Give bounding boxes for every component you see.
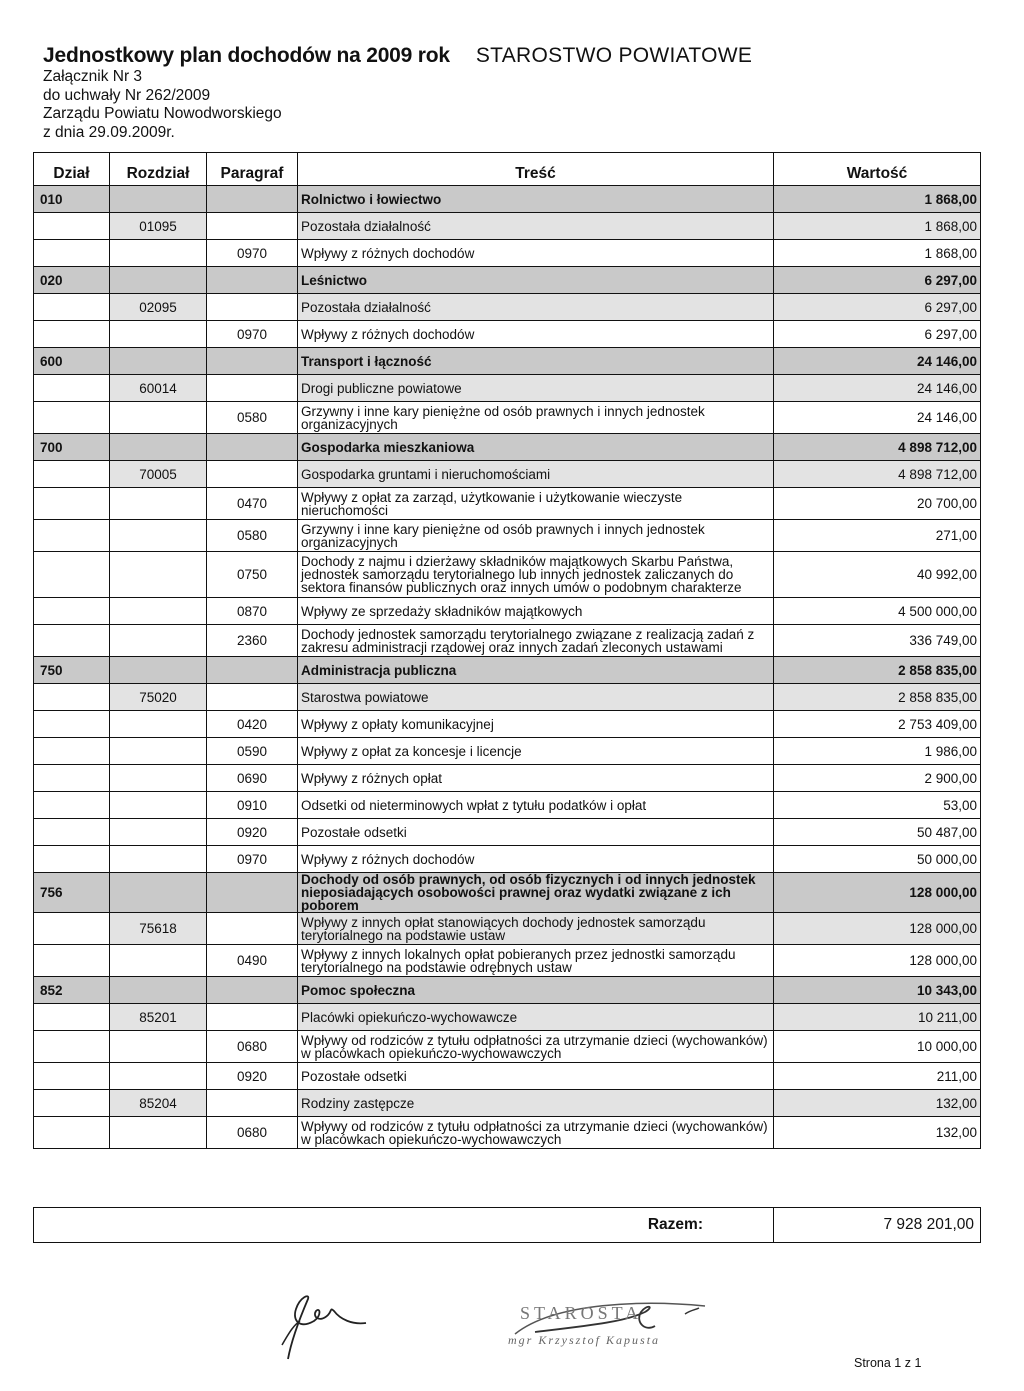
cell-dzial <box>34 913 110 945</box>
header-rozdzial: Rozdział <box>110 153 207 186</box>
cell-rozdzial <box>110 348 207 375</box>
cell-paragraf: 0420 <box>207 711 298 738</box>
cell-rozdzial <box>110 819 207 846</box>
cell-dzial <box>34 1063 110 1090</box>
cell-dzial <box>34 792 110 819</box>
cell-tresc: Gospodarka mieszkaniowa <box>298 434 774 461</box>
stamp-signer: mgr Krzysztof Kapusta <box>508 1333 661 1347</box>
table-row <box>34 321 981 348</box>
income-plan-table <box>33 152 981 1149</box>
cell-rozdzial: 02095 <box>110 294 207 321</box>
table-row <box>34 598 981 625</box>
cell-wartosc: 24 146,00 <box>774 402 981 434</box>
cell-rozdzial: 01095 <box>110 213 207 240</box>
page-number: Strona 1 z 1 <box>854 1356 922 1370</box>
cell-rozdzial <box>110 625 207 657</box>
cell-paragraf: 0750 <box>207 552 298 598</box>
cell-paragraf: 0580 <box>207 402 298 434</box>
cell-wartosc: 128 000,00 <box>774 873 981 913</box>
cell-rozdzial <box>110 321 207 348</box>
cell-paragraf: 0580 <box>207 520 298 552</box>
header-tresc: Treść <box>298 153 774 186</box>
table-row <box>34 240 981 267</box>
title-line <box>43 44 1003 68</box>
cell-paragraf: 0870 <box>207 598 298 625</box>
cell-wartosc: 24 146,00 <box>774 375 981 402</box>
cell-dzial: 756 <box>34 873 110 913</box>
cell-rozdzial <box>110 267 207 294</box>
cell-dzial <box>34 1031 110 1063</box>
cell-rozdzial <box>110 598 207 625</box>
cell-wartosc: 50 487,00 <box>774 819 981 846</box>
cell-tresc: Dochody jednostek samorządu terytorialnego związane z realizacją zadań z zakresu administracji rządowej oraz innych zadań zleconych ustawami <box>298 625 774 657</box>
cell-rozdzial: 85201 <box>110 1004 207 1031</box>
cell-rozdzial <box>110 977 207 1004</box>
cell-paragraf <box>207 375 298 402</box>
cell-tresc: Leśnictwo <box>298 267 774 294</box>
cell-dzial <box>34 461 110 488</box>
cell-tresc: Pozostała działalność <box>298 213 774 240</box>
table-row <box>34 348 981 375</box>
cell-tresc: Rodziny zastępcze <box>298 1090 774 1117</box>
cell-wartosc: 1 868,00 <box>774 186 981 213</box>
table-row <box>34 684 981 711</box>
cell-paragraf <box>207 461 298 488</box>
cell-tresc: Placówki opiekuńczo-wychowawcze <box>298 1004 774 1031</box>
cell-tresc: Odsetki od nieterminowych wpłat z tytułu podatków i opłat <box>298 792 774 819</box>
table-header-row <box>34 153 981 186</box>
cell-wartosc: 10 211,00 <box>774 1004 981 1031</box>
cell-wartosc: 6 297,00 <box>774 267 981 294</box>
table-row <box>34 945 981 977</box>
document-title: Jednostkowy plan dochodów na 2009 rok <box>43 44 450 67</box>
header-dzial: Dział <box>34 153 110 186</box>
cell-rozdzial <box>110 738 207 765</box>
cell-dzial <box>34 488 110 520</box>
cell-rozdzial <box>110 792 207 819</box>
cell-paragraf <box>207 213 298 240</box>
cell-wartosc: 6 297,00 <box>774 294 981 321</box>
table-row <box>34 765 981 792</box>
cell-tresc: Pomoc społeczna <box>298 977 774 1004</box>
cell-paragraf: 0970 <box>207 240 298 267</box>
cell-rozdzial: 70005 <box>110 461 207 488</box>
cell-rozdzial <box>110 186 207 213</box>
cell-wartosc: 10 343,00 <box>774 977 981 1004</box>
cell-dzial: 750 <box>34 657 110 684</box>
table-row <box>34 186 981 213</box>
cell-dzial <box>34 598 110 625</box>
cell-wartosc: 336 749,00 <box>774 625 981 657</box>
table-row <box>34 1031 981 1063</box>
cell-wartosc: 53,00 <box>774 792 981 819</box>
cell-dzial <box>34 321 110 348</box>
resolution-date: z dnia 29.09.2009r. <box>43 123 175 141</box>
total-label: Razem: <box>34 1208 774 1243</box>
cell-rozdzial: 60014 <box>110 375 207 402</box>
header-paragraf: Paragraf <box>207 153 298 186</box>
table-row <box>34 213 981 240</box>
cell-tresc: Wpływy z opłaty komunikacyjnej <box>298 711 774 738</box>
cell-rozdzial <box>110 520 207 552</box>
table-row <box>34 846 981 873</box>
attachment-number: Załącznik Nr 3 <box>43 68 143 85</box>
cell-dzial <box>34 846 110 873</box>
cell-wartosc: 2 858 835,00 <box>774 657 981 684</box>
table-row <box>34 792 981 819</box>
cell-wartosc: 1 986,00 <box>774 738 981 765</box>
cell-paragraf: 0680 <box>207 1117 298 1149</box>
cell-tresc: Administracja publiczna <box>298 657 774 684</box>
cell-dzial: 852 <box>34 977 110 1004</box>
table-row <box>34 402 981 434</box>
table-row <box>34 738 981 765</box>
cell-wartosc: 40 992,00 <box>774 552 981 598</box>
cell-tresc: Wpływy od rodziców z tytułu odpłatności za utrzymanie dzieci (wychowanków) w placówkach opiekuńczo-wychowawczych <box>298 1117 774 1149</box>
cell-paragraf <box>207 1090 298 1117</box>
cell-tresc: Wpływy z różnych dochodów <box>298 846 774 873</box>
cell-paragraf <box>207 1004 298 1031</box>
cell-paragraf: 0970 <box>207 846 298 873</box>
cell-dzial <box>34 213 110 240</box>
cell-rozdzial: 85204 <box>110 1090 207 1117</box>
cell-wartosc: 271,00 <box>774 520 981 552</box>
cell-paragraf: 0920 <box>207 819 298 846</box>
cell-dzial: 020 <box>34 267 110 294</box>
table-row <box>34 1004 981 1031</box>
cell-tresc: Rolnictwo i łowiectwo <box>298 186 774 213</box>
cell-rozdzial <box>110 765 207 792</box>
cell-paragraf <box>207 267 298 294</box>
cell-dzial <box>34 625 110 657</box>
board-name: Zarządu Powiatu Nowodworskiego <box>43 105 282 122</box>
cell-paragraf <box>207 684 298 711</box>
total-row <box>34 1208 981 1243</box>
cell-tresc: Wpływy z opłat za koncesje i licencje <box>298 738 774 765</box>
cell-tresc: Drogi publiczne powiatowe <box>298 375 774 402</box>
cell-paragraf <box>207 657 298 684</box>
cell-wartosc: 4 898 712,00 <box>774 434 981 461</box>
cell-dzial: 010 <box>34 186 110 213</box>
table-row <box>34 873 981 913</box>
cell-dzial <box>34 945 110 977</box>
cell-dzial <box>34 765 110 792</box>
cell-paragraf <box>207 977 298 1004</box>
cell-tresc: Pozostała działalność <box>298 294 774 321</box>
cell-dzial <box>34 1090 110 1117</box>
cell-paragraf: 0680 <box>207 1031 298 1063</box>
table-row <box>34 375 981 402</box>
cell-rozdzial <box>110 434 207 461</box>
cell-dzial: 600 <box>34 348 110 375</box>
organization-name: STAROSTWO POWIATOWE <box>475 44 753 67</box>
cell-rozdzial <box>110 1063 207 1090</box>
table-row <box>34 711 981 738</box>
table-row <box>34 267 981 294</box>
cell-paragraf: 0590 <box>207 738 298 765</box>
cell-tresc: Wpływy ze sprzedaży składników majątkowych <box>298 598 774 625</box>
cell-rozdzial <box>110 873 207 913</box>
cell-rozdzial <box>110 240 207 267</box>
table-row <box>34 434 981 461</box>
cell-tresc: Wpływy z różnych dochodów <box>298 321 774 348</box>
cell-wartosc: 132,00 <box>774 1117 981 1149</box>
cell-wartosc: 2 858 835,00 <box>774 684 981 711</box>
cell-tresc: Wpływy z różnych dochodów <box>298 240 774 267</box>
cell-paragraf <box>207 294 298 321</box>
cell-dzial <box>34 1004 110 1031</box>
cell-tresc: Grzywny i inne kary pieniężne od osób prawnych i innych jednostek organizacyjnych <box>298 402 774 434</box>
table-row <box>34 461 981 488</box>
cell-paragraf: 0920 <box>207 1063 298 1090</box>
cell-tresc: Dochody z najmu i dzierżawy składników majątkowych Skarbu Państwa, jednostek samorządu terytorialnego lub innych jednostek zaliczanych do sektora finansów publicznych oraz innych umów o podobnym charakterze <box>298 552 774 598</box>
header-wartosc: Wartość <box>774 153 981 186</box>
document-header <box>43 44 1003 142</box>
cell-tresc: Wpływy od rodziców z tytułu odpłatności za utrzymanie dzieci (wychowanków) w placówkach opiekuńczo-wychowawczych <box>298 1031 774 1063</box>
total-value: 7 928 201,00 <box>774 1208 981 1243</box>
cell-wartosc: 20 700,00 <box>774 488 981 520</box>
table-row <box>34 1117 981 1149</box>
cell-tresc: Pozostałe odsetki <box>298 819 774 846</box>
cell-dzial <box>34 375 110 402</box>
cell-rozdzial <box>110 488 207 520</box>
cell-rozdzial: 75618 <box>110 913 207 945</box>
table-row <box>34 1090 981 1117</box>
cell-wartosc: 128 000,00 <box>774 913 981 945</box>
cell-tresc: Pozostałe odsetki <box>298 1063 774 1090</box>
cell-rozdzial <box>110 711 207 738</box>
cell-rozdzial: 75020 <box>110 684 207 711</box>
cell-rozdzial <box>110 1117 207 1149</box>
cell-rozdzial <box>110 657 207 684</box>
handwritten-signature <box>270 1285 380 1365</box>
cell-tresc: Wpływy z innych lokalnych opłat pobieranych przez jednostki samorządu terytorialnego na podstawie odrębnych ustaw <box>298 945 774 977</box>
table-row <box>34 657 981 684</box>
table-row <box>34 1063 981 1090</box>
cell-tresc: Gospodarka gruntami i nieruchomościami <box>298 461 774 488</box>
cell-dzial: 700 <box>34 434 110 461</box>
table-row <box>34 625 981 657</box>
cell-wartosc: 10 000,00 <box>774 1031 981 1063</box>
resolution-number: do uchwały Nr 262/2009 <box>43 86 211 104</box>
cell-rozdzial <box>110 846 207 873</box>
cell-tresc: Transport i łączność <box>298 348 774 375</box>
stamp-title: STAROSTA <box>520 1303 643 1323</box>
cell-dzial <box>34 819 110 846</box>
table-row <box>34 977 981 1004</box>
cell-tresc: Starostwa powiatowe <box>298 684 774 711</box>
cell-paragraf <box>207 873 298 913</box>
cell-dzial <box>34 1117 110 1149</box>
cell-dzial <box>34 684 110 711</box>
cell-wartosc: 1 868,00 <box>774 240 981 267</box>
total-table <box>33 1207 981 1243</box>
cell-rozdzial <box>110 552 207 598</box>
cell-dzial <box>34 552 110 598</box>
cell-paragraf: 0970 <box>207 321 298 348</box>
cell-wartosc: 50 000,00 <box>774 846 981 873</box>
cell-dzial <box>34 294 110 321</box>
cell-wartosc: 2 900,00 <box>774 765 981 792</box>
cell-rozdzial <box>110 1031 207 1063</box>
cell-tresc: Dochody od osób prawnych, od osób fizycznych i od innych jednostek nieposiadających osobowości prawnej oraz wydatki związane z ich poborem <box>298 873 774 913</box>
cell-paragraf: 0470 <box>207 488 298 520</box>
cell-dzial <box>34 240 110 267</box>
cell-dzial <box>34 402 110 434</box>
cell-dzial <box>34 711 110 738</box>
cell-tresc: Grzywny i inne kary pieniężne od osób prawnych i innych jednostek organizacyjnych <box>298 520 774 552</box>
cell-wartosc: 6 297,00 <box>774 321 981 348</box>
cell-dzial <box>34 738 110 765</box>
cell-tresc: Wpływy z innych opłat stanowiących dochody jednostek samorządu terytorialnego na podstawie ustaw <box>298 913 774 945</box>
cell-paragraf <box>207 913 298 945</box>
cell-dzial <box>34 520 110 552</box>
cell-rozdzial <box>110 945 207 977</box>
cell-rozdzial <box>110 402 207 434</box>
cell-paragraf <box>207 434 298 461</box>
cell-paragraf <box>207 186 298 213</box>
cell-paragraf: 0910 <box>207 792 298 819</box>
table-row <box>34 294 981 321</box>
table-row <box>34 520 981 552</box>
cell-tresc: Wpływy z opłat za zarząd, użytkowanie i użytkowanie wieczyste nieruchomości <box>298 488 774 520</box>
cell-wartosc: 1 868,00 <box>774 213 981 240</box>
cell-paragraf: 0690 <box>207 765 298 792</box>
cell-tresc: Wpływy z różnych opłat <box>298 765 774 792</box>
cell-wartosc: 4 500 000,00 <box>774 598 981 625</box>
table-row <box>34 488 981 520</box>
cell-wartosc: 132,00 <box>774 1090 981 1117</box>
cell-wartosc: 128 000,00 <box>774 945 981 977</box>
cell-paragraf <box>207 348 298 375</box>
cell-paragraf: 0490 <box>207 945 298 977</box>
cell-wartosc: 2 753 409,00 <box>774 711 981 738</box>
cell-wartosc: 211,00 <box>774 1063 981 1090</box>
table-row <box>34 819 981 846</box>
cell-paragraf: 2360 <box>207 625 298 657</box>
table-row <box>34 913 981 945</box>
table-row <box>34 552 981 598</box>
cell-wartosc: 4 898 712,00 <box>774 461 981 488</box>
cell-wartosc: 24 146,00 <box>774 348 981 375</box>
